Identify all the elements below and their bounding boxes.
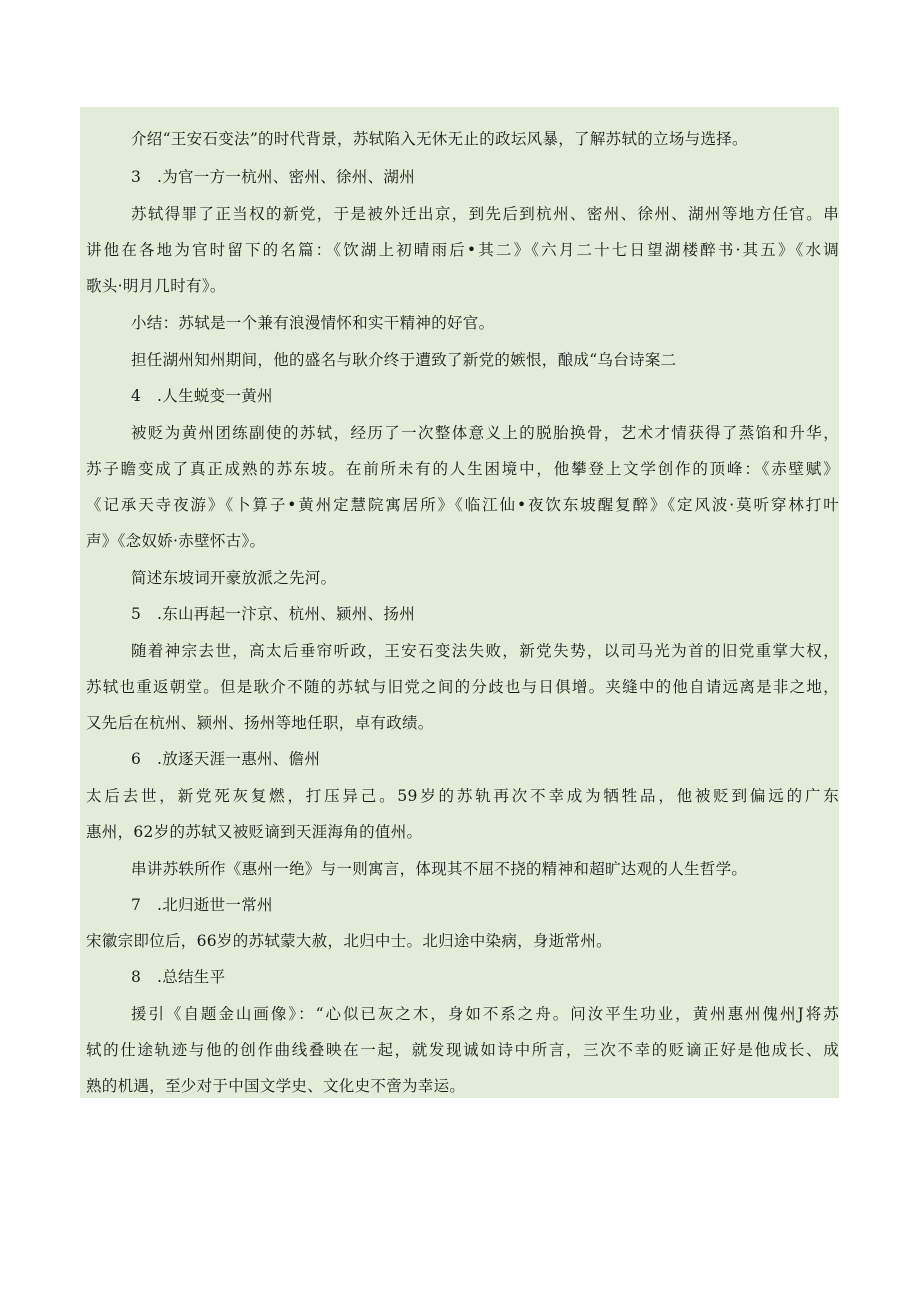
paragraph-line: 惠州，62岁的苏轼又被贬谪到天涯海角的值州。 bbox=[86, 823, 423, 841]
paragraph-line: 讲他在各地为官时留下的名篇：《饮湖上初晴雨后•其二》《六月二十七日望湖楼醉书·其五》《水调 bbox=[86, 241, 839, 259]
paragraph-line: 担任湖州知州期间，他的盛名与耿介终于遭致了新党的嫉恨，酿成“乌台诗案二 bbox=[131, 351, 677, 369]
paragraph-line: 声》《念奴娇·赤壁怀古》。 bbox=[86, 532, 266, 550]
section-heading-7: 7 .北归逝世一常州 bbox=[131, 896, 273, 914]
section-heading-8: 8 .总结生平 bbox=[131, 968, 226, 986]
paragraph-line: 串讲苏轶所作《惠州一绝》与一则寓言，体现其不屈不挠的精神和超旷达观的人生哲学。 bbox=[131, 860, 748, 878]
section-heading-5: 5 .东山再起一汴京、杭州、颍州、扬州 bbox=[131, 605, 415, 623]
paragraph-line: 苏轼也重返朝堂。但是耿介不随的苏轼与旧党之间的分歧也与日俱增。夹缝中的他自请远离是非之地， bbox=[86, 678, 839, 696]
paragraph-line: 宋徽宗即位后，66岁的苏轼蒙大赦，北归中士。北归途中染病，身逝常州。 bbox=[86, 932, 612, 950]
paragraph-line: 《记承天寺夜游》《卜算子•黄州定慧院寓居所》《临江仙•夜饮东坡醒复醉》《定风波·莫听穿林打叶 bbox=[86, 496, 839, 514]
paragraph-line: 歌头·明月几时有》。 bbox=[86, 277, 226, 295]
paragraph-line: 轼的仕途轨迹与他的创作曲线叠映在一起，就发现诚如诗中所言，三次不幸的贬谪正好是他成长、成 bbox=[86, 1041, 839, 1059]
section-heading-6: 6 .放逐天涯一惠州、儋州 bbox=[131, 750, 321, 768]
paragraph-line: 随着神宗去世，高太后垂帘听政，王安石变法失败，新党失势，以司马光为首的旧党重掌大权， bbox=[131, 642, 839, 660]
paragraph-line: 苏子瞻变成了真正成熟的苏东坡。在前所未有的人生困境中，他攀登上文学创作的顶峰：《赤壁赋》 bbox=[86, 460, 839, 478]
section-heading-4: 4 .人生蜕变一黄州 bbox=[131, 387, 273, 405]
paragraph-line: 熟的机遇，至少对于中国文学史、文化史不啻为幸运。 bbox=[86, 1077, 466, 1095]
summary-line: 小结：苏轼是一个兼有浪漫情怀和实干精神的好官。 bbox=[131, 314, 495, 332]
paragraph-line: 苏轼得罪了正当权的新党，于是被外迁出京，到先后到杭州、密州、徐州、湖州等地方任官。串 bbox=[131, 205, 839, 223]
paragraph-line: 太后去世，新党死灰复燃，打压异己。59岁的苏轨再次不幸成为牺牲品，他被贬到偏远的广东 bbox=[86, 787, 839, 805]
document-content bbox=[80, 107, 839, 1098]
paragraph-line: 被贬为黄州团练副使的苏轼，经历了一次整体意义上的脱胎换骨，艺术才情获得了蒸馅和升华， bbox=[131, 424, 839, 442]
paragraph-line: 简述东坡词开豪放派之先河。 bbox=[131, 569, 337, 587]
paragraph-intro-wang-anshi: 介绍“王安石变法”的时代背景，苏轼陷入无休无止的政坛风暴，了解苏轼的立场与选择。 bbox=[131, 130, 748, 148]
section-heading-3: 3 .为官一方一杭州、密州、徐州、湖州 bbox=[131, 168, 415, 186]
paragraph-line: 援引《自题金山画像》：“心似已灰之木，身如不系之舟。问汝平生功业，黄州惠州傀州J将苏 bbox=[131, 1005, 839, 1023]
paragraph-line: 又先后在杭州、颍州、扬州等地任职，卓有政绩。 bbox=[86, 714, 434, 732]
